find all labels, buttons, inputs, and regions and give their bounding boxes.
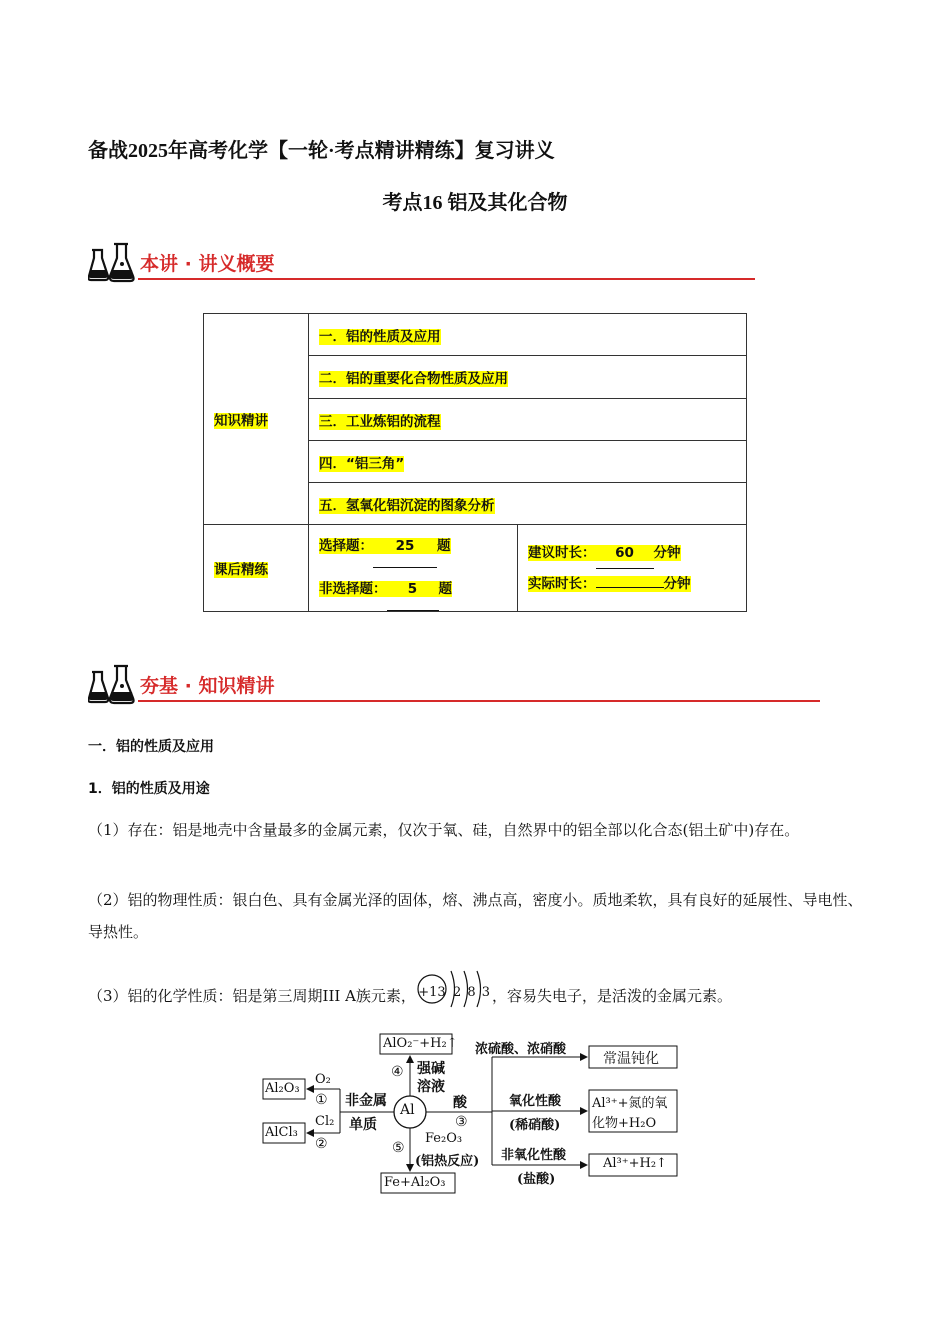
branch-label: (稀硝酸): [509, 1118, 561, 1133]
time-info: 建议时长： 60 分钟 实际时长： 分钟: [518, 525, 747, 612]
section-label: 本讲 · 讲义概要: [140, 253, 275, 275]
reaction-number: ②: [315, 1136, 328, 1152]
heading-2: 1．铝的性质及用途: [88, 781, 210, 797]
atom-nucleus: +13: [418, 985, 446, 1000]
reagent-label: 非金属: [345, 1093, 387, 1109]
reaction-number: ③: [455, 1114, 468, 1130]
reagent-acid: 酸: [453, 1095, 467, 1111]
outline-item: 三．工业炼铝的流程: [309, 399, 747, 441]
reaction-number: ④: [391, 1064, 404, 1080]
heading-1: 一．铝的性质及应用: [88, 739, 214, 755]
section-rule: [138, 278, 755, 280]
branch-label: (盐酸): [517, 1172, 556, 1187]
product-alumina: Al₂O₃: [265, 1081, 300, 1096]
product-aluminum-chloride: AlCl₃: [265, 1125, 298, 1140]
reagent-iron-oxide: Fe₂O₃: [425, 1131, 463, 1146]
section-heading-knowledge: [88, 662, 828, 708]
outline-item: 一．铝的性质及应用: [309, 314, 747, 356]
section-label: 夯基 · 知识精讲: [140, 675, 275, 697]
reagent-chlorine: Cl₂: [315, 1114, 335, 1129]
nonchoice-count: 5: [387, 568, 439, 611]
outline-item: 五．氢氧化铝沉淀的图象分析: [309, 483, 747, 525]
product-thermite: Fe+Al₂O₃: [384, 1175, 446, 1190]
page-subtitle: 考点16 铝及其化合物: [382, 192, 568, 214]
reagent-label: 单质: [349, 1117, 377, 1133]
product-nitrogen-oxides: 化物+H₂O: [592, 1116, 657, 1131]
product-nitrogen-oxides: Al³⁺+氮的氧: [592, 1096, 668, 1111]
reaction-number: ①: [315, 1092, 328, 1108]
element-aluminum: Al: [400, 1102, 415, 1118]
actual-time[interactable]: [596, 587, 664, 588]
branch-label: 浓硫酸、浓硝酸: [475, 1042, 567, 1057]
product-aluminate: AlO₂⁻+H₂↑: [383, 1036, 458, 1051]
reagent-oxygen: O₂: [315, 1072, 331, 1087]
atom-shells: 2 8 3: [452, 985, 492, 1000]
exercise-counts: 选择题： 25 题 非选择题： 5 题: [309, 525, 518, 612]
lab-flask-icon: [88, 240, 138, 284]
product-hydrogen: Al³⁺+H₂↑: [603, 1156, 667, 1171]
choice-count: 25: [373, 525, 437, 568]
paragraph-existence: （1）存在：铝是地壳中含量最多的金属元素，仅次于氧、硅，自然界中的铝全部以化合态(铝土矿中)存在。: [88, 821, 800, 839]
page-title: 备战2025年高考化学【一轮·考点精讲精练】复习讲义: [88, 140, 555, 162]
lab-flask-icon: [88, 662, 138, 706]
outline-item: 二．铝的重要化合物性质及应用: [309, 356, 747, 399]
suggest-time: 60: [596, 538, 654, 569]
branch-label: 非氧化性酸: [501, 1148, 567, 1163]
reagent-label: 强碱: [417, 1061, 445, 1077]
section-heading-overview: [88, 240, 758, 286]
outline-row-label: 课后精练: [204, 525, 309, 612]
aluminum-reaction-diagram: [255, 1030, 695, 1200]
outline-item: 四．“铝三角”: [309, 441, 747, 483]
reaction-number: ⑤: [392, 1140, 405, 1156]
paragraph-chemical: （3）铝的化学性质：铝是第三周期III A族元素， +13 2 8 3 ，容易失电子，是活泼的金属元素。: [88, 980, 888, 1012]
product-passivation: 常温钝化: [603, 1051, 659, 1067]
atom-structure-diagram: [416, 987, 492, 1007]
section-rule: [138, 700, 820, 702]
reaction-type-label: (铝热反应): [415, 1154, 480, 1169]
reagent-label: 溶液: [417, 1079, 445, 1095]
outline-row-label: 知识精讲: [204, 314, 309, 525]
paragraph-physical: （2）铝的物理性质：银白色、具有金属光泽的固体，熔、沸点高，密度小。质地柔软，具有良好的延展性、导电性、导热性。: [88, 891, 863, 941]
outline-table: [203, 313, 747, 612]
branch-label: 氧化性酸: [509, 1094, 562, 1109]
